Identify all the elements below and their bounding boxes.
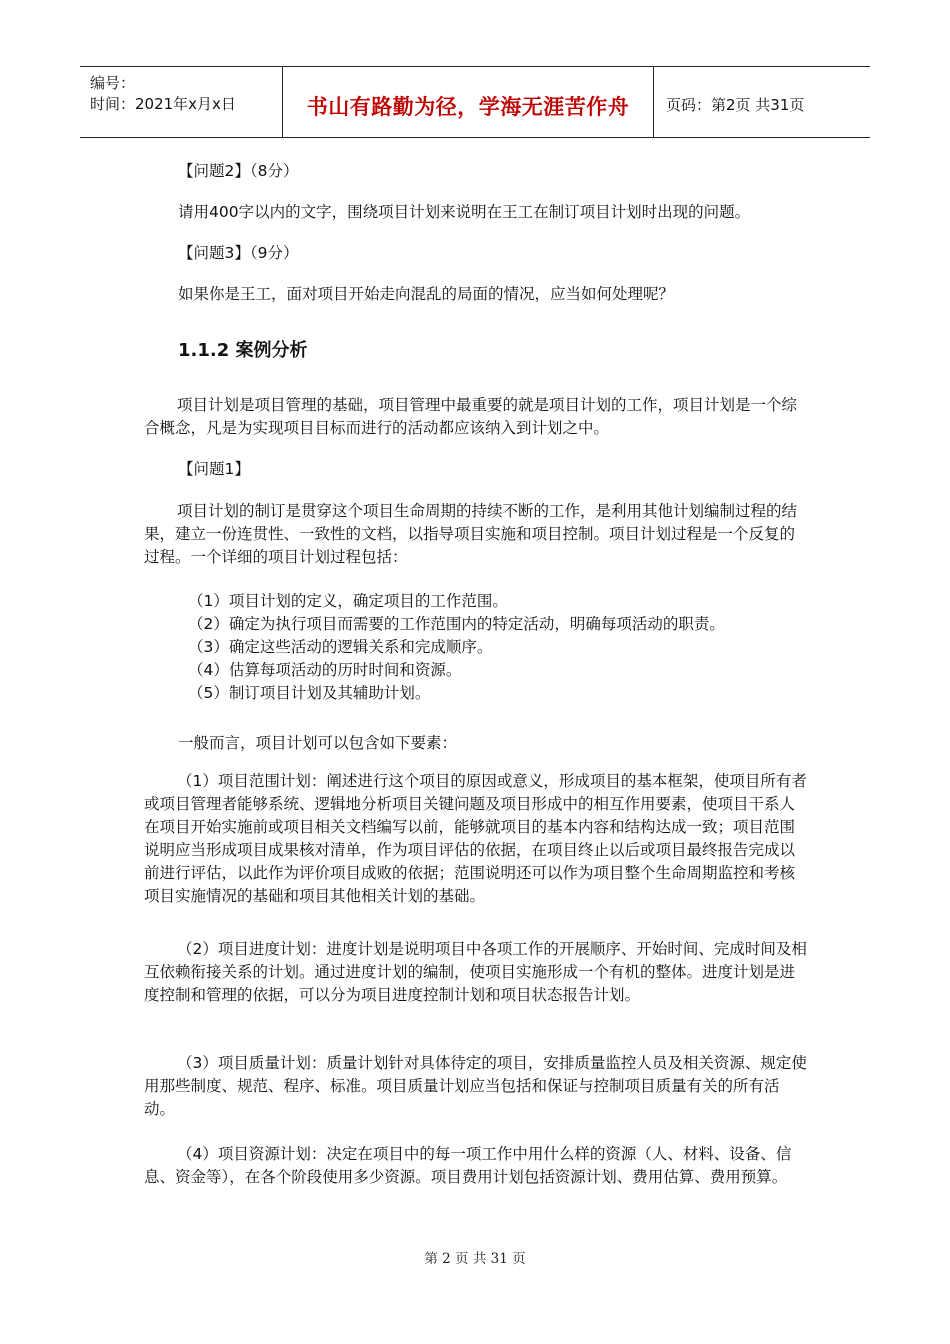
question-2-title: 【问题2】（8分）	[178, 162, 299, 180]
header-page-info: 页码：第2页 共31页	[666, 96, 805, 114]
element-quality-plan: （3）项目质量计划：质量计划针对具体待定的项目，安排质量监控人员及相关资源、规定使用那些制度、规范、程序、标准。项目质量计划应当包括和保证与控制项目质量有关的所有活动。	[144, 1054, 807, 1118]
process-steps-list	[188, 590, 725, 705]
list-item: （2）确定为执行项目而需要的工作范围内的特定活动，明确每项活动的职责。	[188, 615, 725, 633]
elements-intro: 一般而言，项目计划可以包含如下要素：	[178, 734, 458, 752]
header-left-cell	[80, 67, 283, 137]
element-scope-plan: （1）项目范围计划：阐述进行这个项目的原因或意义，形成项目的基本框架，使项目所有者或项目管理者能够系统、逻辑地分析项目关键问题及项目形成中的相互作用要素，使项目干系人在项目开始实施前或项目相关文档编写以前，能够就项目的基本内容和结构达成一致；项目范围说明应当形成项目成果核对清单，作为项目评估的依据，在项目终止以后或项目最终报告完成以前进行评估，以此作为评价项目成败的依据；范围说明还可以作为项目整个生命周期监控和考核项目实施情况的基础和项目其他相关计划的基础。	[144, 772, 807, 905]
question-1-title: 【问题1】	[178, 460, 250, 478]
document-date: 时间：2021年x月x日	[90, 95, 236, 113]
section-heading: 1.1.2 案例分析	[178, 340, 308, 361]
list-item: （3）确定这些活动的逻辑关系和完成顺序。	[188, 638, 493, 656]
question-1-paragraph: 项目计划的制订是贯穿这个项目生命周期的持续不断的工作，是利用其他计划编制过程的结果，建立一份连贯性、一致性的文档，以指导项目实施和项目控制。项目计划过程是一个反复的过程。一个详细的项目计划过程包括：	[144, 502, 798, 566]
list-item: （4）估算每项活动的历时时间和资源。	[188, 661, 462, 679]
page-footer: 第 2 页 共 31 页	[424, 1251, 526, 1267]
document-number-label: 编号：	[90, 74, 136, 92]
question-2-text: 请用400字以内的文字，围绕项目计划来说明在王工在制订项目计划时出现的问题。	[178, 203, 751, 221]
header-table	[80, 66, 870, 138]
intro-paragraph: 项目计划是项目管理的基础，项目管理中最重要的就是项目计划的工作，项目计划是一个综合概念，凡是为实现项目目标而进行的活动都应该纳入到计划之中。	[144, 396, 798, 437]
question-3-title: 【问题3】（9分）	[178, 244, 299, 262]
element-schedule-plan: （2）项目进度计划：进度计划是说明项目中各项工作的开展顺序、开始时间、完成时间及相互依赖衔接关系的计划。通过进度计划的编制，使项目实施形成一个有机的整体。进度计划是进度控制和管理的依据，可以分为项目进度控制计划和项目状态报告计划。	[144, 940, 807, 1004]
element-resource-plan: （4）项目资源计划：决定在项目中的每一项工作中用什么样的资源（人、材料、设备、信息、资金等），在各个阶段使用多少资源。项目费用计划包括资源计划、费用估算、费用预算。	[144, 1145, 792, 1186]
list-item: （1）项目计划的定义，确定项目的工作范围。	[188, 592, 508, 610]
list-item: （5）制订项目计划及其辅助计划。	[188, 684, 431, 702]
header-center-cell	[283, 67, 654, 137]
header-right-cell	[654, 67, 870, 137]
question-3-text: 如果你是王工，面对项目开始走向混乱的局面的情况，应当如何处理呢？	[178, 285, 675, 303]
header-motto: 书山有路勤为径，学海无涯苦作舟	[306, 95, 630, 119]
